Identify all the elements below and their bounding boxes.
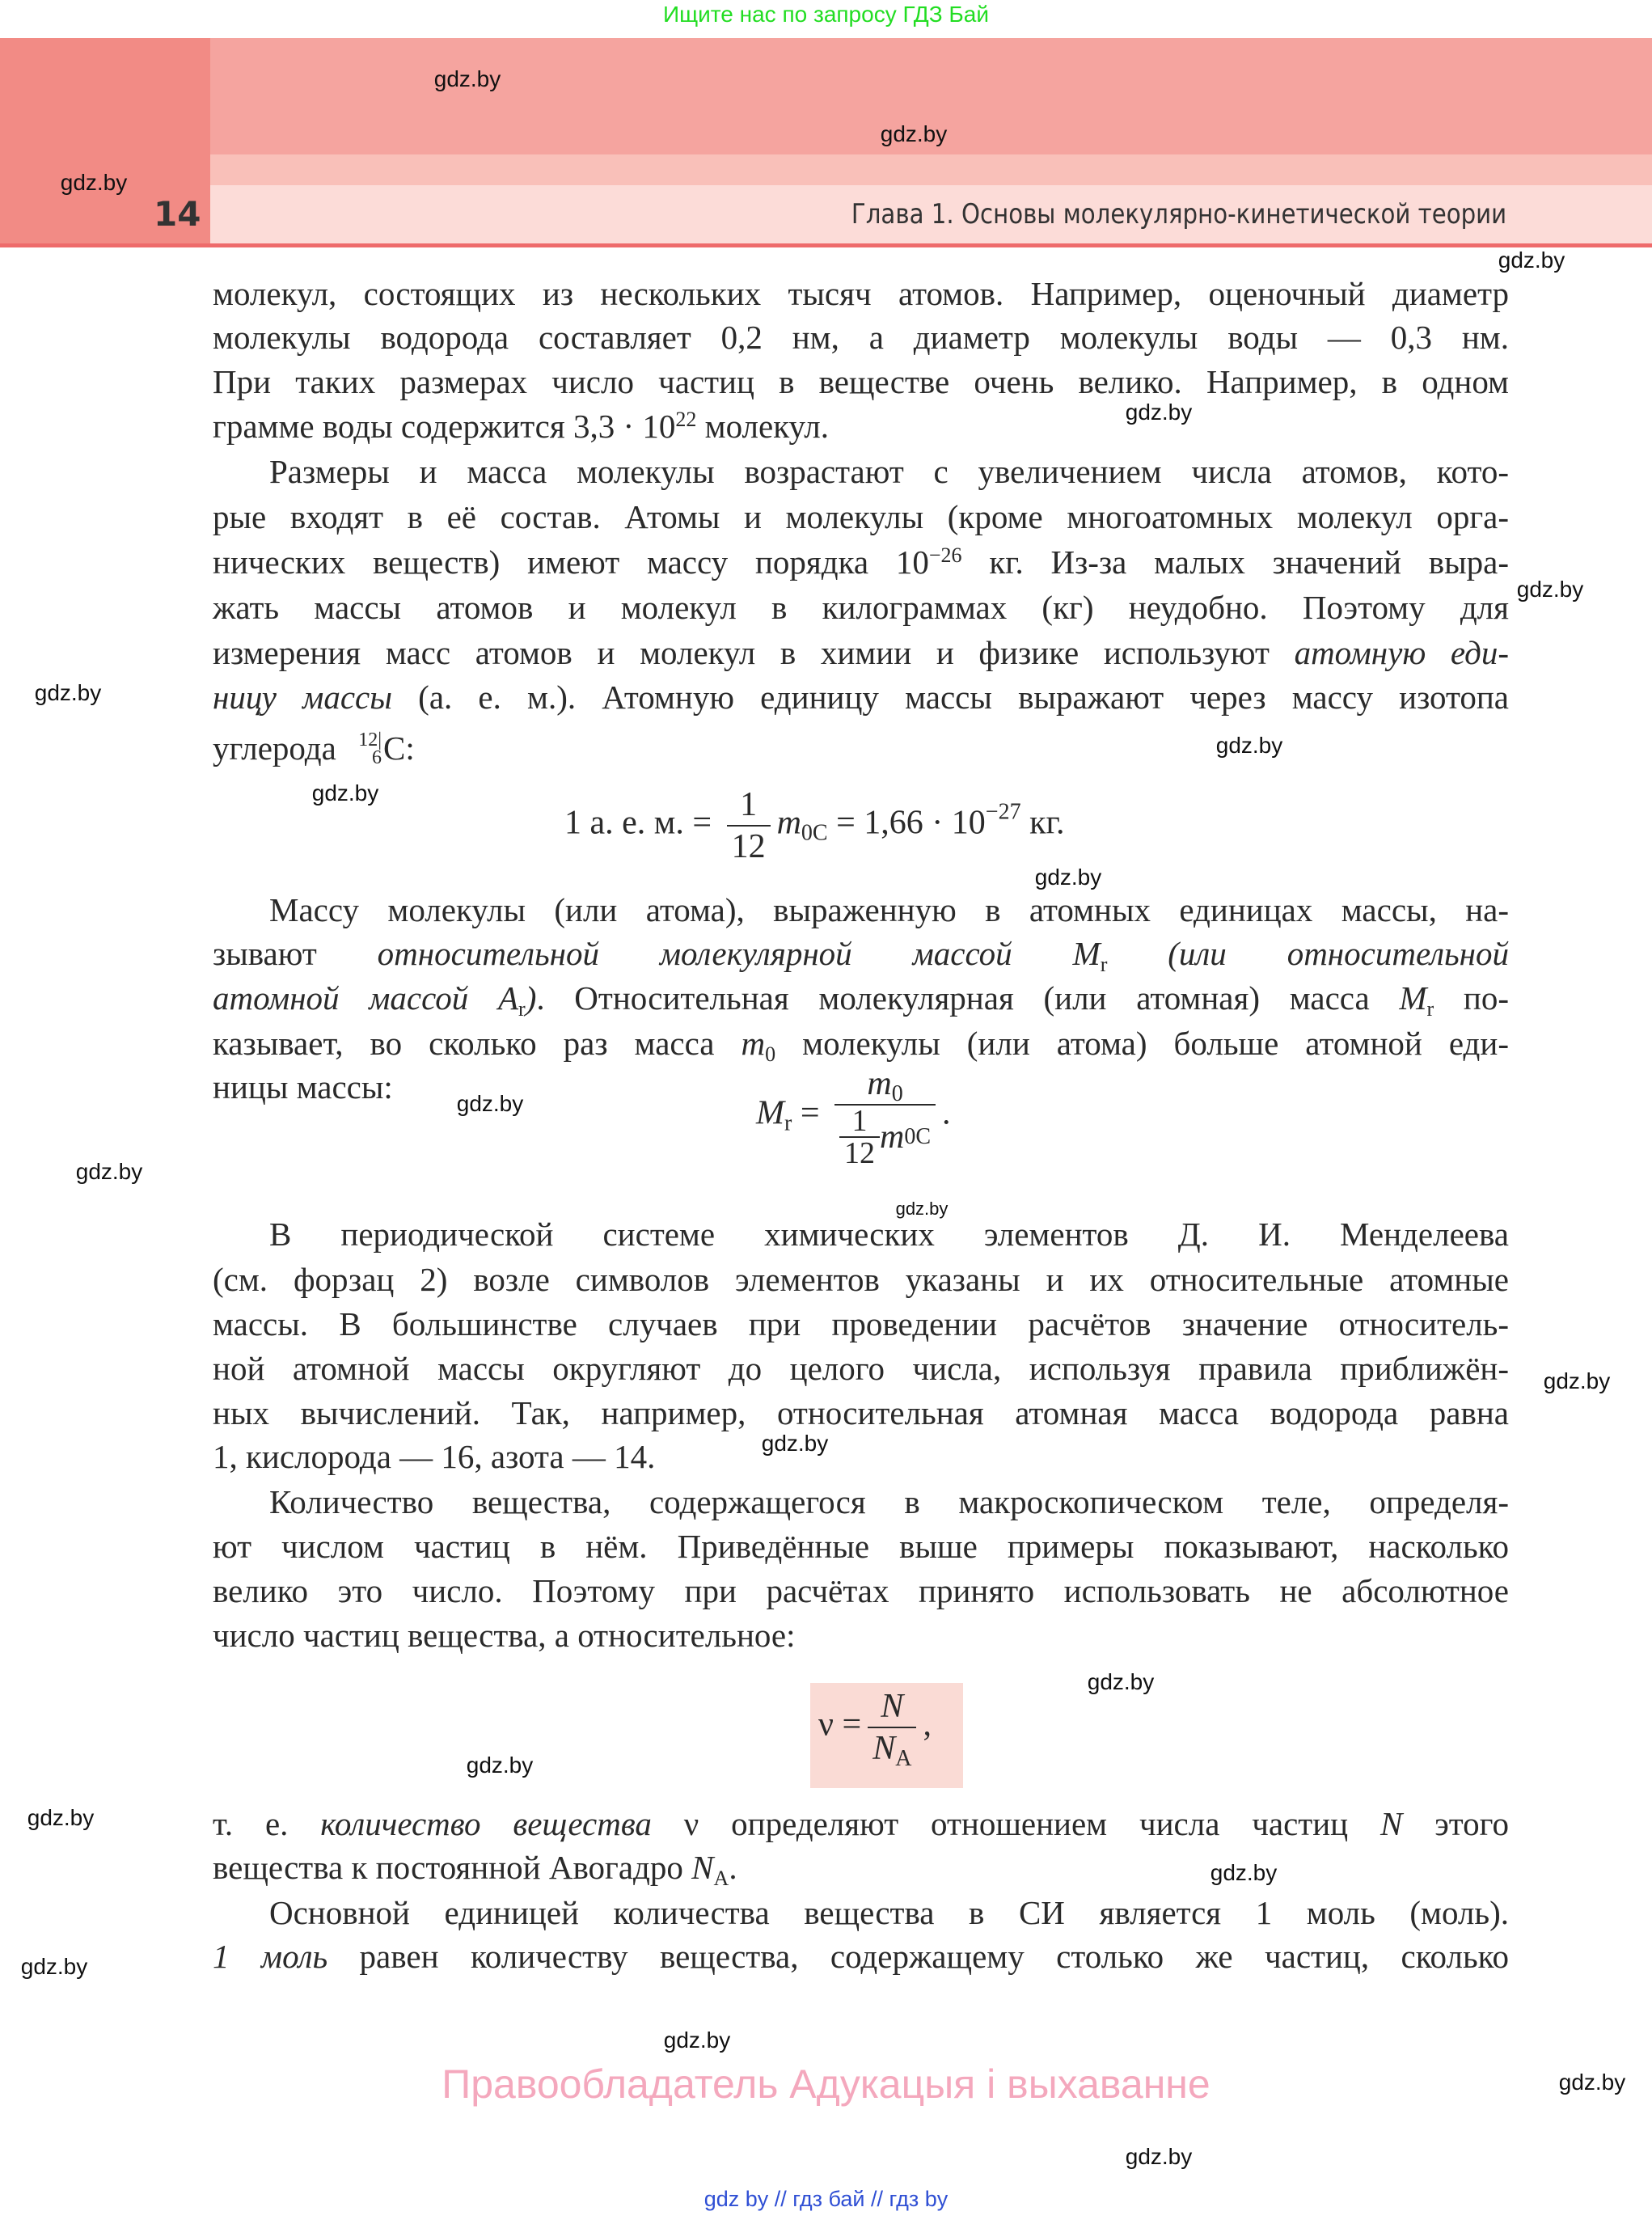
text-line	[213, 631, 1509, 674]
m0-symbol: m	[867, 1065, 892, 1102]
text-line	[213, 1891, 1509, 1934]
text-line	[213, 1347, 1509, 1390]
watermark-text: gdz.by	[20, 1954, 88, 1979]
text-line	[213, 1480, 1509, 1524]
text-run: равен количеству вещества, содержащему столько же частиц, сколько	[327, 1938, 1510, 1975]
formula-amount-of-substance	[818, 1686, 932, 1769]
m0c-symbol: m	[880, 1118, 905, 1156]
italic-term: ницу массы	[213, 679, 392, 716]
text-line	[213, 450, 1509, 493]
italic-term: N	[1379, 1805, 1403, 1842]
na-symbol: N	[872, 1730, 896, 1767]
numerator: 1	[740, 786, 758, 823]
subscript: r	[518, 997, 526, 1021]
footer-links[interactable]: gdz by // гдз бай // гдз by	[703, 2187, 949, 2211]
text-line	[213, 1302, 1509, 1346]
text-run: Основной единицей количества вещества в СИ является 1 моль (моль).	[269, 1894, 1509, 1931]
italic-term: атомной массой A	[213, 979, 519, 1017]
watermark-text: gdz.by	[1498, 247, 1565, 273]
formula-atomic-mass-unit	[564, 784, 1064, 867]
italic-term: M	[1399, 979, 1427, 1017]
text-run: грамме воды содержится 3,3 · 10	[213, 408, 676, 445]
text-line	[213, 272, 1509, 315]
mr-symbol: M	[756, 1094, 784, 1132]
text-run: В периодической системе химических элементов Д. И. Менделеева	[269, 1216, 1509, 1253]
text-line	[213, 360, 1509, 404]
text-line	[213, 495, 1509, 539]
text-run: казывает, во сколько раз масса	[213, 1025, 741, 1062]
text-run: рые входят в её состав. Атомы и молекулы (кроме многоатомных молекул орга-	[213, 498, 1509, 535]
mass-subscript: 0C	[801, 820, 828, 846]
exponent: −27	[985, 799, 1021, 825]
italic-term: )	[525, 979, 537, 1017]
text-run: измерения масс атомов и молекул в химии и физике используют	[213, 634, 1295, 671]
text-run: молекул, состоящих из нескольких тысяч атомов. Например, оценочный диаметр	[213, 275, 1509, 312]
watermark-text: gdz.by	[34, 680, 102, 705]
text-line	[213, 1212, 1509, 1256]
italic-term: m	[741, 1025, 766, 1062]
subscript: r	[1426, 997, 1434, 1021]
text-run: жать массы атомов и молекул в килограммах (кг) неудобно. Поэтому для	[213, 589, 1509, 626]
text-run: . Относительная молекулярная (или атомная) масса	[536, 979, 1400, 1017]
watermark-text: gdz.by	[311, 780, 379, 805]
inner-denominator: 12	[839, 1136, 880, 1169]
text-line	[213, 726, 1509, 770]
text-line	[213, 540, 1509, 584]
text-line	[213, 976, 1509, 1020]
watermark-text: gdz.by	[1543, 1368, 1611, 1393]
formula-rhs: = 1,66 · 10	[836, 804, 986, 842]
watermark-text: gdz.by	[880, 121, 948, 146]
fraction	[727, 784, 771, 867]
text-run: ют числом частиц в нём. Приведённые выше примеры показывают, насколько	[213, 1528, 1509, 1565]
watermark-text: gdz.by	[1558, 2070, 1626, 2095]
text-run: кг. Из-за малых значений выра-	[961, 543, 1509, 581]
header-rule	[0, 243, 1652, 247]
text-line	[213, 675, 1509, 719]
italic-term: относительной молекулярной массой M	[377, 935, 1101, 972]
mr-subscript: r	[784, 1110, 792, 1136]
fraction	[868, 1686, 916, 1769]
watermark-text: gdz.by	[1087, 1669, 1155, 1694]
text-run: молекул.	[696, 408, 829, 445]
comma: ,	[923, 1706, 932, 1744]
search-hint-banner: Ищите нас по запросу ГДЗ Бай	[662, 2, 990, 27]
watermark-text: gdz.by	[1125, 400, 1193, 425]
watermark-text: gdz.by	[761, 1431, 829, 1456]
watermark-text: gdz.by	[663, 2027, 731, 2053]
italic-term: 1 моль	[213, 1938, 328, 1975]
text-run: этого	[1402, 1805, 1509, 1842]
text-line	[213, 1613, 1509, 1657]
text-line	[213, 1846, 1509, 1889]
equals-sign: =	[800, 1094, 820, 1132]
m0-subscript: 0	[891, 1081, 903, 1106]
watermark-text: gdz.by	[1034, 865, 1102, 890]
superscript: 22	[675, 408, 697, 431]
denominator: 12	[727, 825, 771, 867]
text-line	[213, 1021, 1509, 1065]
watermark-text: gdz.by	[1210, 1860, 1278, 1885]
text-run: молекулы (или атома) больше атомной еди-	[775, 1025, 1509, 1062]
formula-lhs: 1 а. е. м. =	[564, 804, 712, 842]
text-line	[213, 1435, 1509, 1478]
watermark-text: gdz.by	[456, 1091, 524, 1116]
text-run: т. е.	[213, 1805, 321, 1842]
chapter-title: Глава 1. Основы молекулярно-кинетической теории	[851, 198, 1506, 230]
text-run: ной атомной массы округляют до целого числа, используя правила приближён-	[213, 1350, 1509, 1387]
text-run: При таких размерах число частиц в веществе очень велико. Например, в одном	[213, 363, 1509, 400]
italic-term: количество вещества	[320, 1805, 652, 1842]
denominator	[868, 1727, 916, 1769]
formula-lhs: ν =	[818, 1706, 862, 1744]
watermark-text: gdz.by	[1215, 733, 1283, 758]
text-line	[213, 404, 1509, 448]
text-run: по-	[1434, 979, 1509, 1017]
text-run: зывают	[213, 935, 378, 972]
text-run: C:	[383, 729, 415, 767]
text-line	[213, 932, 1509, 975]
text-run: число частиц вещества, а относительное:	[213, 1617, 796, 1654]
superscript: −26	[928, 543, 962, 567]
text-line	[213, 888, 1509, 932]
text-line	[213, 1569, 1509, 1613]
inner-numerator: 1	[851, 1104, 868, 1138]
text-run: ницы массы:	[213, 1068, 393, 1106]
text-run: вещества к постоянной Авогадро	[213, 1849, 692, 1886]
text-line	[213, 1802, 1509, 1846]
mass-symbol: m	[776, 804, 801, 842]
numerator	[876, 1686, 908, 1727]
watermark-text: gdz.by	[1125, 2144, 1193, 2169]
watermark-text: gdz.by	[433, 66, 501, 91]
period: .	[942, 1094, 951, 1132]
unit: кг.	[1020, 804, 1065, 842]
watermark-text: gdz.by	[60, 170, 128, 195]
text-run: массы. В большинстве случаев при проведении расчётов значение относитель-	[213, 1305, 1509, 1342]
text-line	[213, 315, 1509, 359]
text-run: ν определяют отношением числа частиц	[651, 1805, 1380, 1842]
text-line	[213, 1391, 1509, 1435]
fraction	[834, 1063, 936, 1169]
text-line	[213, 1258, 1509, 1301]
italic-term: N	[691, 1849, 714, 1886]
watermark-text: gdz.by	[895, 1199, 949, 1219]
italic-term: атомную еди-	[1294, 634, 1509, 671]
text-run: Количество вещества, содержащегося в макроскопическом теле, определя-	[269, 1483, 1509, 1520]
text-run: (см. форзац 2) возле символов элементов указаны и их относительные атомные	[213, 1261, 1509, 1298]
text-run: .	[729, 1849, 737, 1886]
na-subscript: A	[895, 1746, 912, 1771]
header-band-middle	[210, 154, 1652, 185]
numerator	[862, 1063, 907, 1104]
inner-fraction	[839, 1106, 880, 1169]
rights-holder-notice: Правообладатель Адукацыя і выхаванне	[442, 2061, 1210, 2107]
italic-term: (или относительной	[1107, 935, 1510, 972]
text-run: молекулы водорода составляет 0,2 нм, а диаметр молекулы воды — 0,3 нм.	[213, 319, 1509, 356]
watermark-text: gdz.by	[1516, 577, 1584, 602]
subscript: 0	[765, 1042, 776, 1066]
text-line	[213, 1934, 1509, 1978]
page-number: 14	[154, 194, 201, 234]
formula-relative-molecular-mass	[756, 1063, 951, 1169]
watermark-text: gdz.by	[27, 1805, 95, 1830]
n-symbol: N	[881, 1688, 904, 1725]
text-run: (а. е. м.). Атомную единицу массы выражают через массу изотопа	[392, 679, 1510, 716]
watermark-text: gdz.by	[75, 1159, 143, 1184]
denominator: $\frac{1}{12}$ m 0C	[834, 1104, 936, 1169]
text-run: углерода	[213, 729, 345, 767]
text-run: Массу молекулы (или атома), выраженную в атомных единицах массы, на-	[269, 891, 1509, 928]
text-run: нических веществ) имеют массу порядка 10	[213, 543, 929, 581]
text-line	[213, 1524, 1509, 1568]
text-run: Размеры и масса молекулы возрастают с увеличением числа атомов, кото-	[269, 453, 1509, 490]
watermark-text: gdz.by	[466, 1753, 534, 1778]
subscript: A	[713, 1867, 729, 1890]
subscript: r	[1100, 953, 1108, 976]
text-run: 1, кислорода — 16, азота — 14.	[213, 1438, 656, 1475]
isotope-notation: 12|6	[358, 729, 382, 768]
text-run: ных вычислений. Так, например, относительная атомная масса водорода равна	[213, 1394, 1509, 1431]
text-run: велико это число. Поэтому при расчётах принято использовать не абсолютное	[213, 1572, 1509, 1609]
text-line	[213, 586, 1509, 629]
